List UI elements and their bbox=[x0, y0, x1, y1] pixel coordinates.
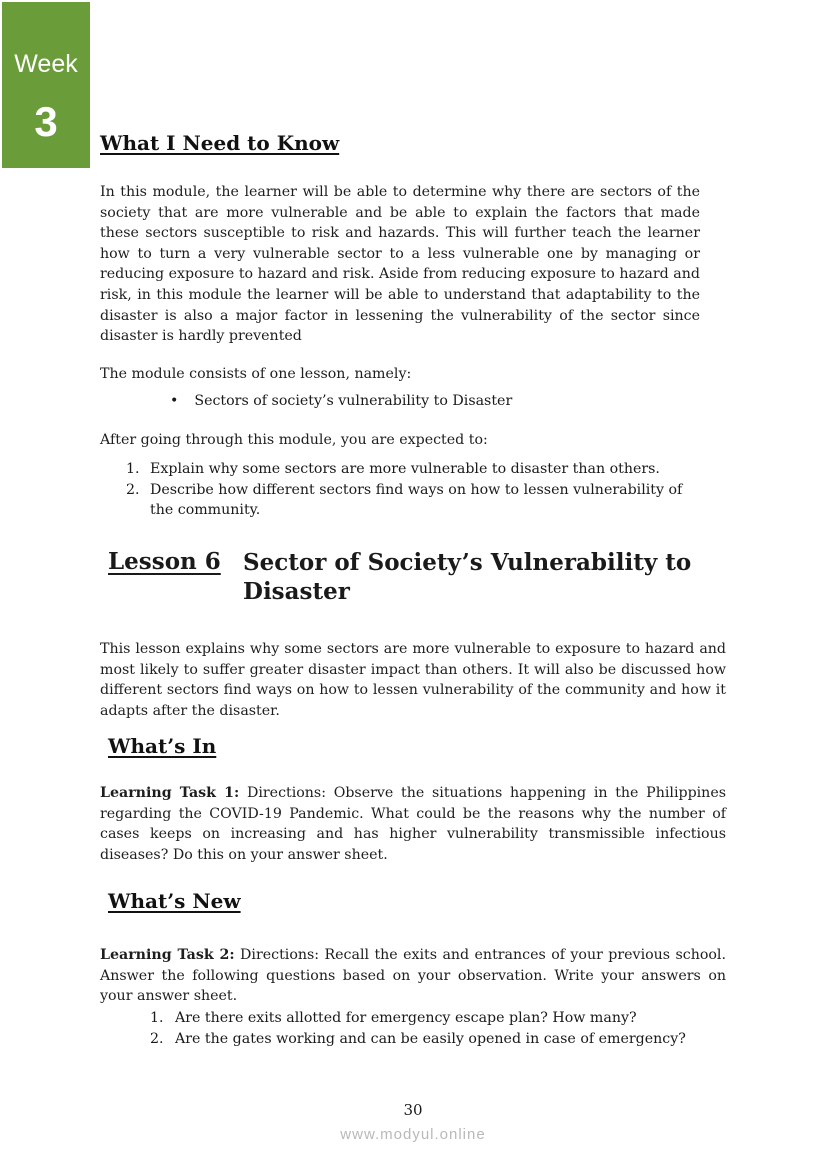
learning-task-2 bbox=[100, 945, 726, 1007]
objectives-list bbox=[126, 459, 704, 521]
watermark: www.modyul.online bbox=[340, 1126, 486, 1143]
week-label: Week bbox=[14, 50, 78, 78]
list-item bbox=[170, 393, 512, 409]
heading-what-i-need-to-know: What I Need to Know bbox=[100, 131, 340, 155]
intro-paragraph: In this module, the learner will be able to determine why there are sectors of the society that are more vulnerable and be able to explain the factors that made these sectors susceptible to risk and hazards. This will further teach the learner how to turn a very vulnerable sector to a less vulnerable one by managing or reducing exposure to hazard and risk. Aside from reducing exposure to hazard and risk, in this module the learner will be able to understand that adaptability to the disaster is also a major factor in lessening the vulnerability of the sector since disaster is hardly prevented bbox=[100, 184, 700, 345]
list-item bbox=[126, 480, 704, 521]
task-2-questions bbox=[150, 1008, 726, 1049]
list-item bbox=[150, 1008, 726, 1029]
module-consists-text: The module consists of one lesson, namely: bbox=[100, 366, 412, 382]
week-number: 3 bbox=[34, 98, 58, 145]
objective-number: 1. bbox=[126, 461, 140, 477]
task-1-label: Learning Task 1: bbox=[100, 785, 240, 801]
week-tab bbox=[2, 2, 90, 168]
page-number: 30 bbox=[403, 1101, 423, 1119]
question-text: Are the gates working and can be easily opened in case of emergency? bbox=[175, 1030, 686, 1047]
task-2-text: Directions: Recall the exits and entrances of your previous school. Answer the following questions based on your observation. Write your answers on your answer sheet. bbox=[100, 947, 726, 1005]
question-number: 2. bbox=[150, 1030, 164, 1047]
expected-intro-text: After going through this module, you are expected to: bbox=[100, 432, 488, 448]
lesson-bullet-list bbox=[170, 393, 512, 409]
lesson-description: This lesson explains why some sectors are more vulnerable to exposure to hazard and most likely to suffer greater disaster impact than others. It will also be discussed how different sectors find ways on how to lessen vulnerability of the community and how it adapts after the disaster. bbox=[100, 641, 726, 719]
question-text: Are there exits allotted for emergency escape plan? How many? bbox=[175, 1010, 637, 1026]
learning-task-1 bbox=[100, 783, 726, 865]
question-number: 1. bbox=[150, 1010, 164, 1026]
heading-whats-new: What’s New bbox=[108, 889, 241, 913]
heading-whats-in: What’s In bbox=[108, 734, 217, 758]
bullet-text: Sectors of society’s vulnerability to Disaster bbox=[194, 393, 513, 409]
lesson-label: Lesson 6 bbox=[108, 548, 221, 575]
objective-text: Explain why some sectors are more vulnerable to disaster than others. bbox=[150, 461, 660, 477]
task-2-label: Learning Task 2: bbox=[100, 947, 235, 963]
objective-text: Describe how different sectors find ways on how to lessen vulnerability of the community. bbox=[150, 481, 683, 519]
bullet-icon: • bbox=[170, 393, 179, 409]
list-item bbox=[126, 459, 704, 480]
task-1-text: Directions: Observe the situations happening in the Philippines regarding the COVID-19 Pandemic. What could be the reasons why the number of cases keeps on increasing and has higher vulnerability transmissible infectious diseases? Do this on your answer sheet. bbox=[100, 785, 726, 863]
objective-number: 2. bbox=[126, 481, 140, 498]
list-item bbox=[150, 1029, 726, 1050]
lesson-title: Sector of Society’s Vulnerability to Disaster bbox=[243, 549, 692, 605]
